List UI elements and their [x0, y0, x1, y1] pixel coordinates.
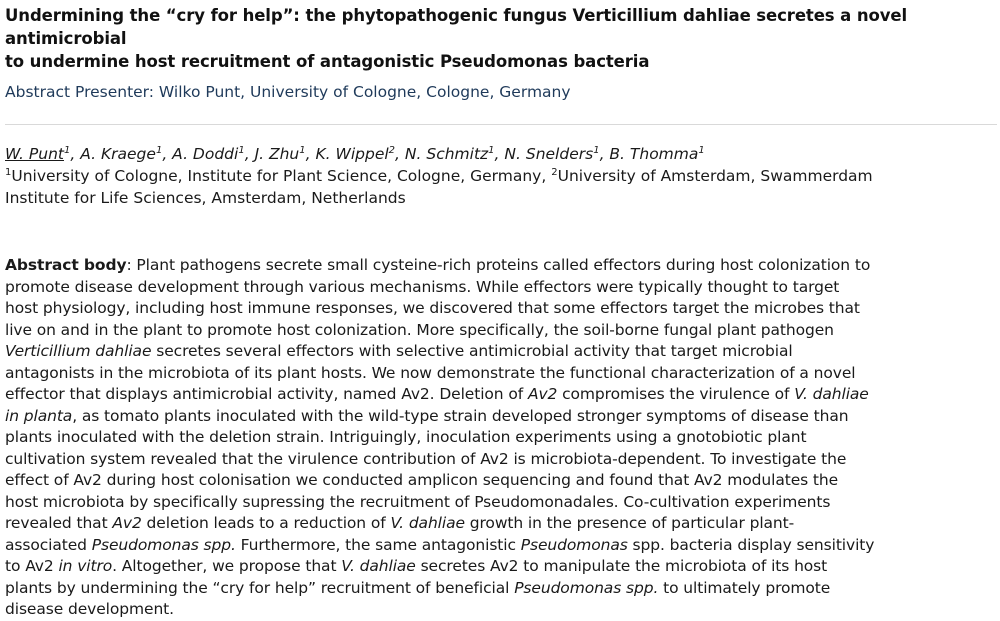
- abstract-text: disease development.: [5, 600, 174, 618]
- affiliation-1-marker: 1: [5, 166, 12, 178]
- abstract-line: [5, 255, 997, 277]
- abstract-text: Furthermore, the same antagonistic: [235, 535, 521, 554]
- abstract-line: [5, 492, 997, 514]
- italic-term: in planta: [5, 406, 73, 425]
- author-affiliation-marker: 1: [488, 144, 495, 156]
- abstract-line: [5, 470, 997, 492]
- abstract-text: growth in the presence of particular plant-: [464, 514, 795, 532]
- abstract-text: cultivation system revealed that the virulence contribution of Av2 is microbiota-dependent. To investigate the: [5, 449, 847, 468]
- italic-term: Verticillium dahliae: [5, 342, 152, 360]
- author-separator: ,: [395, 145, 405, 163]
- author-name: J. Zhu: [254, 145, 300, 163]
- abstract-line: [5, 320, 997, 342]
- author-name: A. Kraege: [80, 145, 156, 163]
- abstract-text: plants inoculated with the deletion strain. Intriguingly, inoculation experiments using a gnotobiotic plant: [5, 428, 807, 446]
- abstract-text: . Altogether, we propose that: [112, 557, 342, 575]
- abstract-line: [5, 384, 997, 406]
- abstract-line: [5, 578, 997, 600]
- author-separator: ,: [162, 145, 173, 163]
- abstract-text: , as tomato plants inoculated with the wild-type strain developed stronger symptoms of disease than: [72, 406, 849, 425]
- presenter-line: Abstract Presenter: Wilko Punt, University of Cologne, Cologne, Germany: [5, 83, 571, 101]
- abstract-line: [5, 363, 997, 385]
- author-separator: ,: [70, 145, 81, 163]
- abstract-text: host physiology, including host immune responses, we discovered that some effectors target the microbes that: [5, 299, 860, 317]
- author-name: A. Doddi: [172, 145, 239, 163]
- italic-term: in vitro: [58, 557, 113, 575]
- abstract-line: [5, 599, 997, 621]
- abstract-text: promote disease development through various mechanisms. While effectors were typically thought to target: [5, 277, 840, 296]
- abstract-text: live on and in the plant to promote host colonization. More specifically, the soil-borne fungal plant pathogen: [5, 320, 834, 339]
- abstract-text: compromises the virulence of: [557, 385, 795, 403]
- abstract-text: revealed that: [5, 514, 113, 532]
- author-name: K. Wippel: [315, 145, 389, 163]
- italic-term: V. dahliae: [341, 557, 416, 575]
- abstract-line: [5, 277, 997, 299]
- abstract-line: [5, 556, 997, 578]
- abstract-text: secretes several effectors with selective antimicrobial activity that target microbial: [151, 342, 793, 360]
- author-name: W. Punt: [5, 145, 64, 163]
- italic-term: Pseudomonas spp.: [514, 578, 659, 597]
- divider: [5, 124, 997, 125]
- abstract-line: [5, 535, 997, 557]
- abstract-label: Abstract body: [5, 256, 127, 274]
- author-name: N. Snelders: [504, 145, 594, 163]
- italic-term: Av2: [112, 514, 142, 532]
- affiliation-2-marker: 2: [551, 166, 558, 178]
- abstract-text: : Plant pathogens secrete small cysteine-rich proteins called effectors during host colonization to: [126, 256, 871, 274]
- abstract-line: [5, 406, 997, 428]
- italic-term: V. dahliae: [390, 514, 465, 532]
- abstract-text: deletion leads to a reduction of: [141, 514, 391, 532]
- author-affiliation-marker: 1: [593, 144, 600, 156]
- title-line-2: to undermine host recruitment of antagonistic Pseudomonas bacteria: [5, 52, 650, 71]
- italic-term: V. dahliae: [794, 385, 869, 403]
- abstract-text: antagonists in the microbiota of its plant hosts. We now demonstrate the functional characterization of a novel: [5, 363, 856, 382]
- abstract-line: [5, 341, 997, 363]
- abstract-text: spp. bacteria display sensitivity: [627, 535, 875, 554]
- title-line-1: Undermining the “cry for help”: the phytopathogenic fungus Verticillium dahliae secretes a novel antimicrobial: [5, 6, 908, 48]
- author-affiliation-marker: 1: [238, 144, 245, 156]
- affiliation-1: University of Cologne, Institute for Plant Science, Cologne, Germany,: [11, 167, 552, 185]
- abstract-text: effector that displays antimicrobial activity, named Av2. Deletion of: [5, 385, 528, 403]
- abstract-line: [5, 427, 997, 449]
- abstract-text: associated: [5, 535, 92, 554]
- abstract-title: [5, 0, 997, 73]
- author-separator: ,: [244, 145, 255, 163]
- author-affiliation-marker: 1: [155, 144, 163, 156]
- author-name: N. Schmitz: [404, 145, 489, 163]
- author-affiliation-marker: 1: [64, 144, 71, 156]
- abstract-text: plants by undermining the “cry for help” recruitment of beneficial: [5, 578, 515, 597]
- italic-term: Pseudomonas spp.: [91, 535, 236, 554]
- author-separator: ,: [494, 145, 505, 163]
- author-affiliation-marker: 1: [299, 144, 306, 156]
- abstract-line: [5, 449, 997, 471]
- abstract-text: to ultimately promote: [658, 578, 831, 597]
- author-separator: ,: [599, 145, 610, 163]
- abstract-text: to Av2: [5, 557, 59, 575]
- author-affiliation-marker: 2: [388, 144, 396, 156]
- abstract-line: [5, 513, 997, 535]
- abstract-line: [5, 298, 997, 320]
- author-separator: ,: [305, 145, 316, 163]
- affiliation-2-continued: Institute for Life Sciences, Amsterdam, Netherlands: [5, 189, 406, 207]
- affiliations: [5, 165, 997, 209]
- affiliation-2: University of Amsterdam, Swammerdam: [557, 167, 873, 185]
- abstract-body: [5, 255, 997, 621]
- author-name: B. Thomma: [609, 145, 699, 163]
- abstract-page: [5, 0, 997, 621]
- italic-term: Av2: [527, 385, 558, 403]
- author-affiliation-marker: 1: [698, 144, 705, 156]
- abstract-text: secretes Av2 to manipulate the microbiota of its host: [415, 557, 828, 575]
- italic-term: Pseudomonas: [520, 535, 628, 554]
- author-list: [5, 143, 997, 165]
- abstract-text: host microbiota by specifically supressing the recruitment of Pseudomonadales. Co-cultivation experiments: [5, 492, 831, 511]
- abstract-text: effect of Av2 during host colonisation we conducted amplicon sequencing and found that Av2 modulates the: [5, 471, 839, 489]
